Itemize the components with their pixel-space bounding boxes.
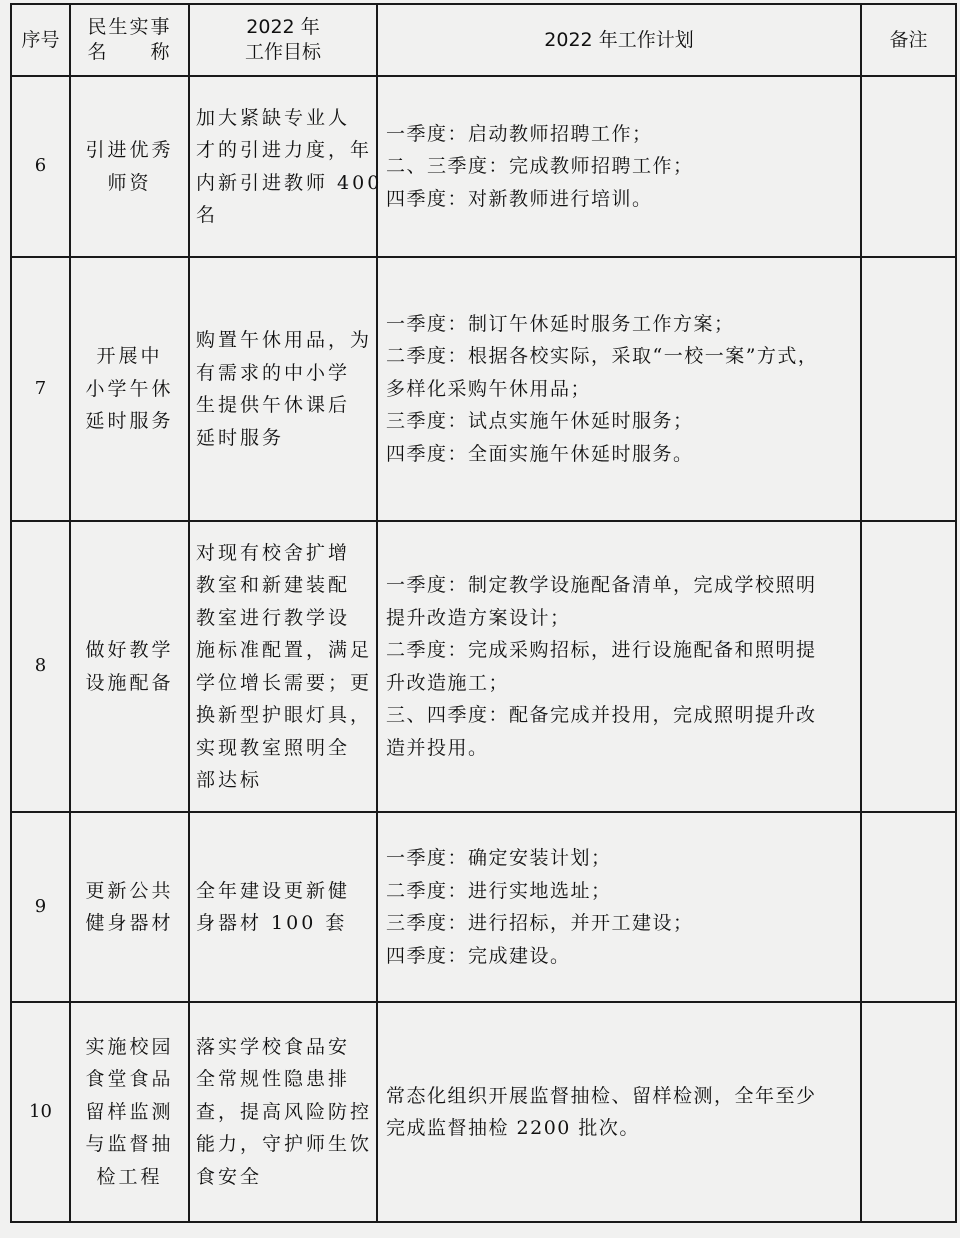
row-remark [861, 257, 956, 521]
goal-line: 全年建设更新健 [196, 879, 351, 902]
row-project-name [70, 521, 189, 812]
row-project-name [70, 257, 189, 521]
row-goal [189, 1002, 377, 1222]
table-row [11, 521, 956, 812]
plan-line: 四季度：对新教师进行培训。 [386, 187, 653, 210]
plan-line: 一季度：启动教师招聘工作； [386, 122, 653, 145]
goal-line: 施标准配置，满足 [196, 639, 373, 661]
goal-line: 有需求的中小学 [196, 361, 351, 384]
header-row [11, 4, 956, 76]
row-seq: 8 [11, 521, 70, 812]
plan-line: 三季度：进行招标，并开工建设； [386, 912, 694, 934]
table-row [11, 76, 956, 257]
row-plan [377, 521, 861, 812]
project-name-line: 设施配备 [85, 671, 174, 694]
plan-line: 一季度：确定安装计划； [386, 847, 612, 869]
goal-line: 生提供午休课后 [196, 394, 351, 416]
plan-line: 三、四季度：配备完成并投用，完成照明提升改 [386, 704, 817, 726]
plan-line: 完成监督抽检 2200 批次。 [386, 1117, 640, 1139]
row-seq: 7 [11, 257, 70, 521]
plan-line: 四季度：完成建设。 [386, 944, 571, 967]
table-row [11, 1002, 956, 1222]
plan-line: 常态化组织开展监督抽检、留样检测，全年至少 [386, 1084, 817, 1107]
project-name-line: 食堂食品 [85, 1068, 174, 1091]
project-name-line: 实施校园 [85, 1035, 174, 1058]
plan-line: 造并投用。 [386, 736, 489, 759]
project-name-line: 延时服务 [85, 410, 174, 433]
goal-line: 教室进行教学设 [196, 606, 351, 629]
row-plan [377, 1002, 861, 1222]
plan-line: 一季度：制订午休延时服务工作方案； [386, 312, 735, 335]
row-plan [377, 76, 861, 257]
project-name-line: 小学午休 [85, 377, 174, 400]
goal-line: 名 [196, 204, 219, 226]
header-name-line2: 名 称 [87, 41, 172, 63]
plan-line: 一季度：制定教学设施配备清单，完成学校照明 [386, 574, 817, 596]
header-seq: 序号 [11, 4, 70, 76]
project-name-line: 更新公共 [85, 879, 174, 902]
header-remark: 备注 [861, 4, 956, 76]
goal-line: 购置午休用品，为 [196, 329, 373, 351]
plan-line: 二季度：根据各校实际，采取“一校一案”方式， [386, 345, 819, 368]
row-goal [189, 76, 383, 257]
goal-line: 落实学校食品安 [196, 1035, 351, 1058]
goal-line: 换新型护眼灯具， [196, 704, 373, 726]
plan-line: 三季度：试点实施午休延时服务； [386, 410, 694, 433]
row-seq: 6 [11, 76, 70, 257]
row-remark [861, 521, 956, 812]
goal-line: 学位增长需要；更 [196, 671, 373, 694]
plan-line: 二季度：进行实地选址； [386, 879, 612, 902]
header-name-line1: 民生实事 [87, 16, 172, 38]
project-name-line: 与监督抽 [85, 1133, 174, 1156]
goal-line: 身器材 100 套 [196, 912, 348, 934]
project-name-line: 师资 [107, 171, 152, 194]
header-goal [189, 4, 377, 76]
project-name-line: 做好教学 [85, 639, 174, 661]
plan-line: 四季度：全面实施午休延时服务。 [386, 442, 694, 465]
header-goal-line1: 2022 年 [246, 16, 320, 38]
goal-line: 全常规性隐患排 [196, 1068, 351, 1091]
row-remark [861, 76, 956, 257]
project-name-line: 留样监测 [85, 1100, 174, 1123]
plan-line: 升改造施工； [386, 671, 510, 694]
row-seq: 9 [11, 812, 70, 1002]
header-plan: 2022 年工作计划 [377, 4, 861, 76]
row-remark [861, 1002, 956, 1222]
goal-line: 才的引进力度，年 [196, 139, 373, 161]
table-row [11, 257, 956, 521]
table-row [11, 812, 956, 1002]
row-goal [189, 521, 377, 812]
goal-line: 能力，守护师生饮 [196, 1133, 373, 1156]
row-project-name [70, 812, 189, 1002]
goal-line: 延时服务 [196, 426, 285, 449]
livelihood-projects-table [10, 3, 957, 1223]
row-remark [861, 812, 956, 1002]
project-name-line: 引进优秀 [85, 139, 174, 161]
goal-line: 内新引进教师 400 [196, 171, 383, 194]
goal-line: 教室和新建装配 [196, 574, 351, 596]
goal-line: 加大紧缺专业人 [196, 106, 351, 129]
project-name-line: 检工程 [96, 1165, 163, 1188]
plan-line: 二、三季度：完成教师招聘工作； [386, 155, 694, 178]
project-name-line: 开展中 [96, 345, 163, 368]
row-goal [189, 257, 377, 521]
header-project-name [70, 4, 189, 76]
row-seq: 10 [11, 1002, 70, 1222]
plan-line: 二季度：完成采购招标，进行设施配备和照明提 [386, 639, 817, 661]
goal-line: 查，提高风险防控 [196, 1100, 373, 1123]
project-name-line: 健身器材 [85, 912, 174, 934]
goal-line: 食安全 [196, 1165, 263, 1188]
row-project-name [70, 1002, 189, 1222]
goal-line: 实现教室照明全 [196, 736, 351, 759]
header-goal-line2: 工作目标 [244, 41, 321, 63]
row-goal [189, 812, 377, 1002]
row-plan [377, 257, 861, 521]
goal-line: 部达标 [196, 769, 263, 791]
row-project-name [70, 76, 189, 257]
plan-line: 提升改造方案设计； [386, 606, 571, 629]
goal-line: 对现有校舍扩增 [196, 541, 351, 564]
row-plan [377, 812, 861, 1002]
plan-line: 多样化采购午休用品； [386, 377, 592, 400]
